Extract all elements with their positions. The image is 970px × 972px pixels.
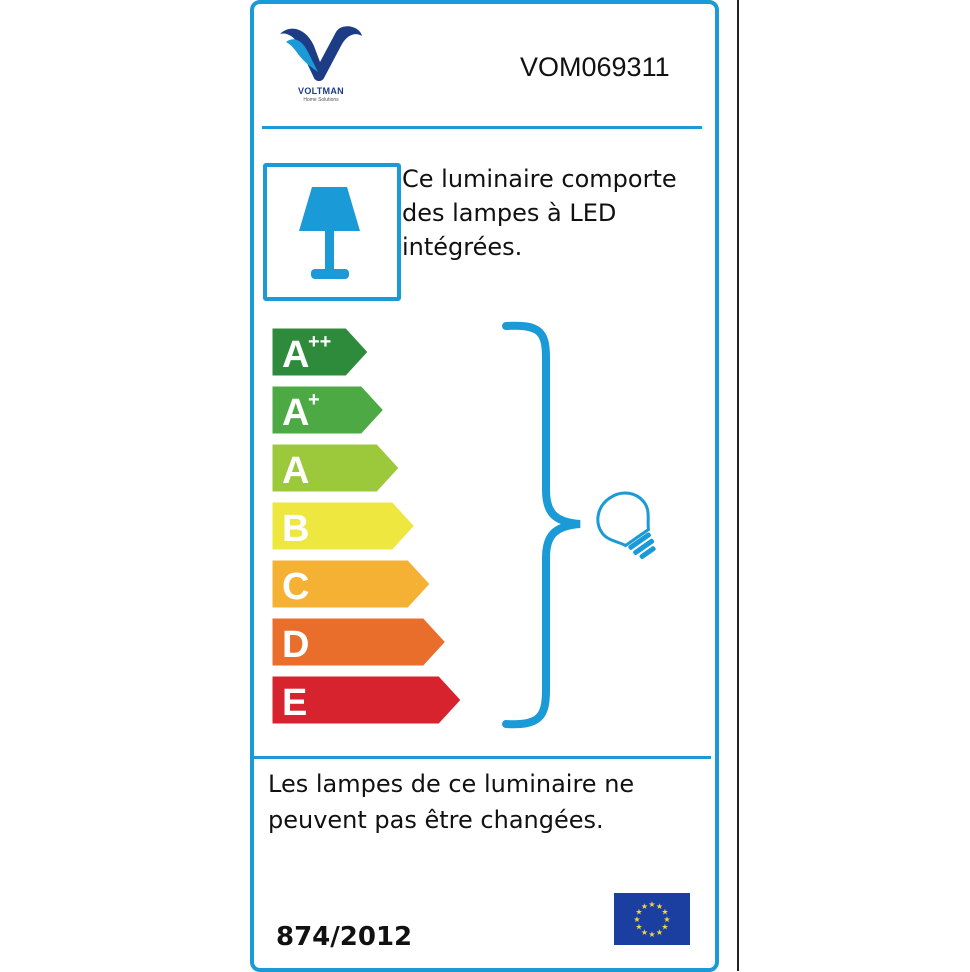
product-reference: VOM069311 — [520, 52, 670, 82]
page-edge-line — [737, 0, 739, 971]
regulation-number: 874/2012 — [276, 922, 413, 952]
eu-star-icon: ★ — [648, 900, 656, 909]
energy-class-label: C — [282, 566, 310, 608]
replacement-statement: Les lampes de ce luminaire ne peuvent pas être changées. — [268, 770, 635, 834]
energy-class-arrow — [272, 328, 368, 376]
light-bulb-icon — [585, 486, 673, 566]
energy-class-superscript: + — [308, 389, 320, 411]
eu-star-icon: ★ — [640, 902, 649, 912]
energy-class-arrow — [272, 676, 461, 724]
energy-class-superscript: ++ — [308, 331, 332, 353]
eu-star-icon: ★ — [635, 922, 643, 932]
header-divider — [262, 126, 702, 129]
lamp-pictogram-box — [263, 163, 401, 301]
energy-class-label: A — [282, 450, 310, 492]
energy-class-arrow — [272, 618, 446, 666]
eu-star-icon: ★ — [648, 930, 656, 939]
eu-star-icon: ★ — [655, 927, 664, 937]
middle-divider — [254, 756, 711, 759]
energy-class-label: D — [282, 624, 310, 666]
eu-star-icon: ★ — [633, 915, 641, 924]
energy-class-scale — [272, 326, 472, 726]
energy-class-arrow — [272, 502, 415, 550]
table-lamp-icon — [267, 167, 397, 297]
eu-flag-icon — [614, 893, 690, 945]
eu-star-icon: ★ — [661, 907, 669, 917]
energy-class-arrow — [272, 386, 384, 434]
energy-class-arrow — [272, 444, 399, 492]
eu-star-icon: ★ — [663, 915, 671, 924]
brand-name: VOLTMAN — [298, 86, 344, 96]
eu-star-icon: ★ — [635, 907, 643, 917]
bracket-icon — [500, 318, 590, 738]
eu-star-icon: ★ — [640, 927, 649, 937]
energy-class-label: A — [282, 334, 310, 376]
energy-class-label: A — [282, 392, 310, 434]
brand-tagline: Home Solutions — [303, 97, 339, 103]
energy-class-label: B — [282, 508, 310, 550]
eu-star-icon: ★ — [655, 902, 664, 912]
energy-class-arrow — [272, 560, 430, 608]
lamp-statement: Ce luminaire comporte des lampes à LED intégrées. — [402, 165, 677, 261]
eu-star-icon: ★ — [661, 922, 669, 932]
energy-class-label: E — [282, 682, 308, 724]
